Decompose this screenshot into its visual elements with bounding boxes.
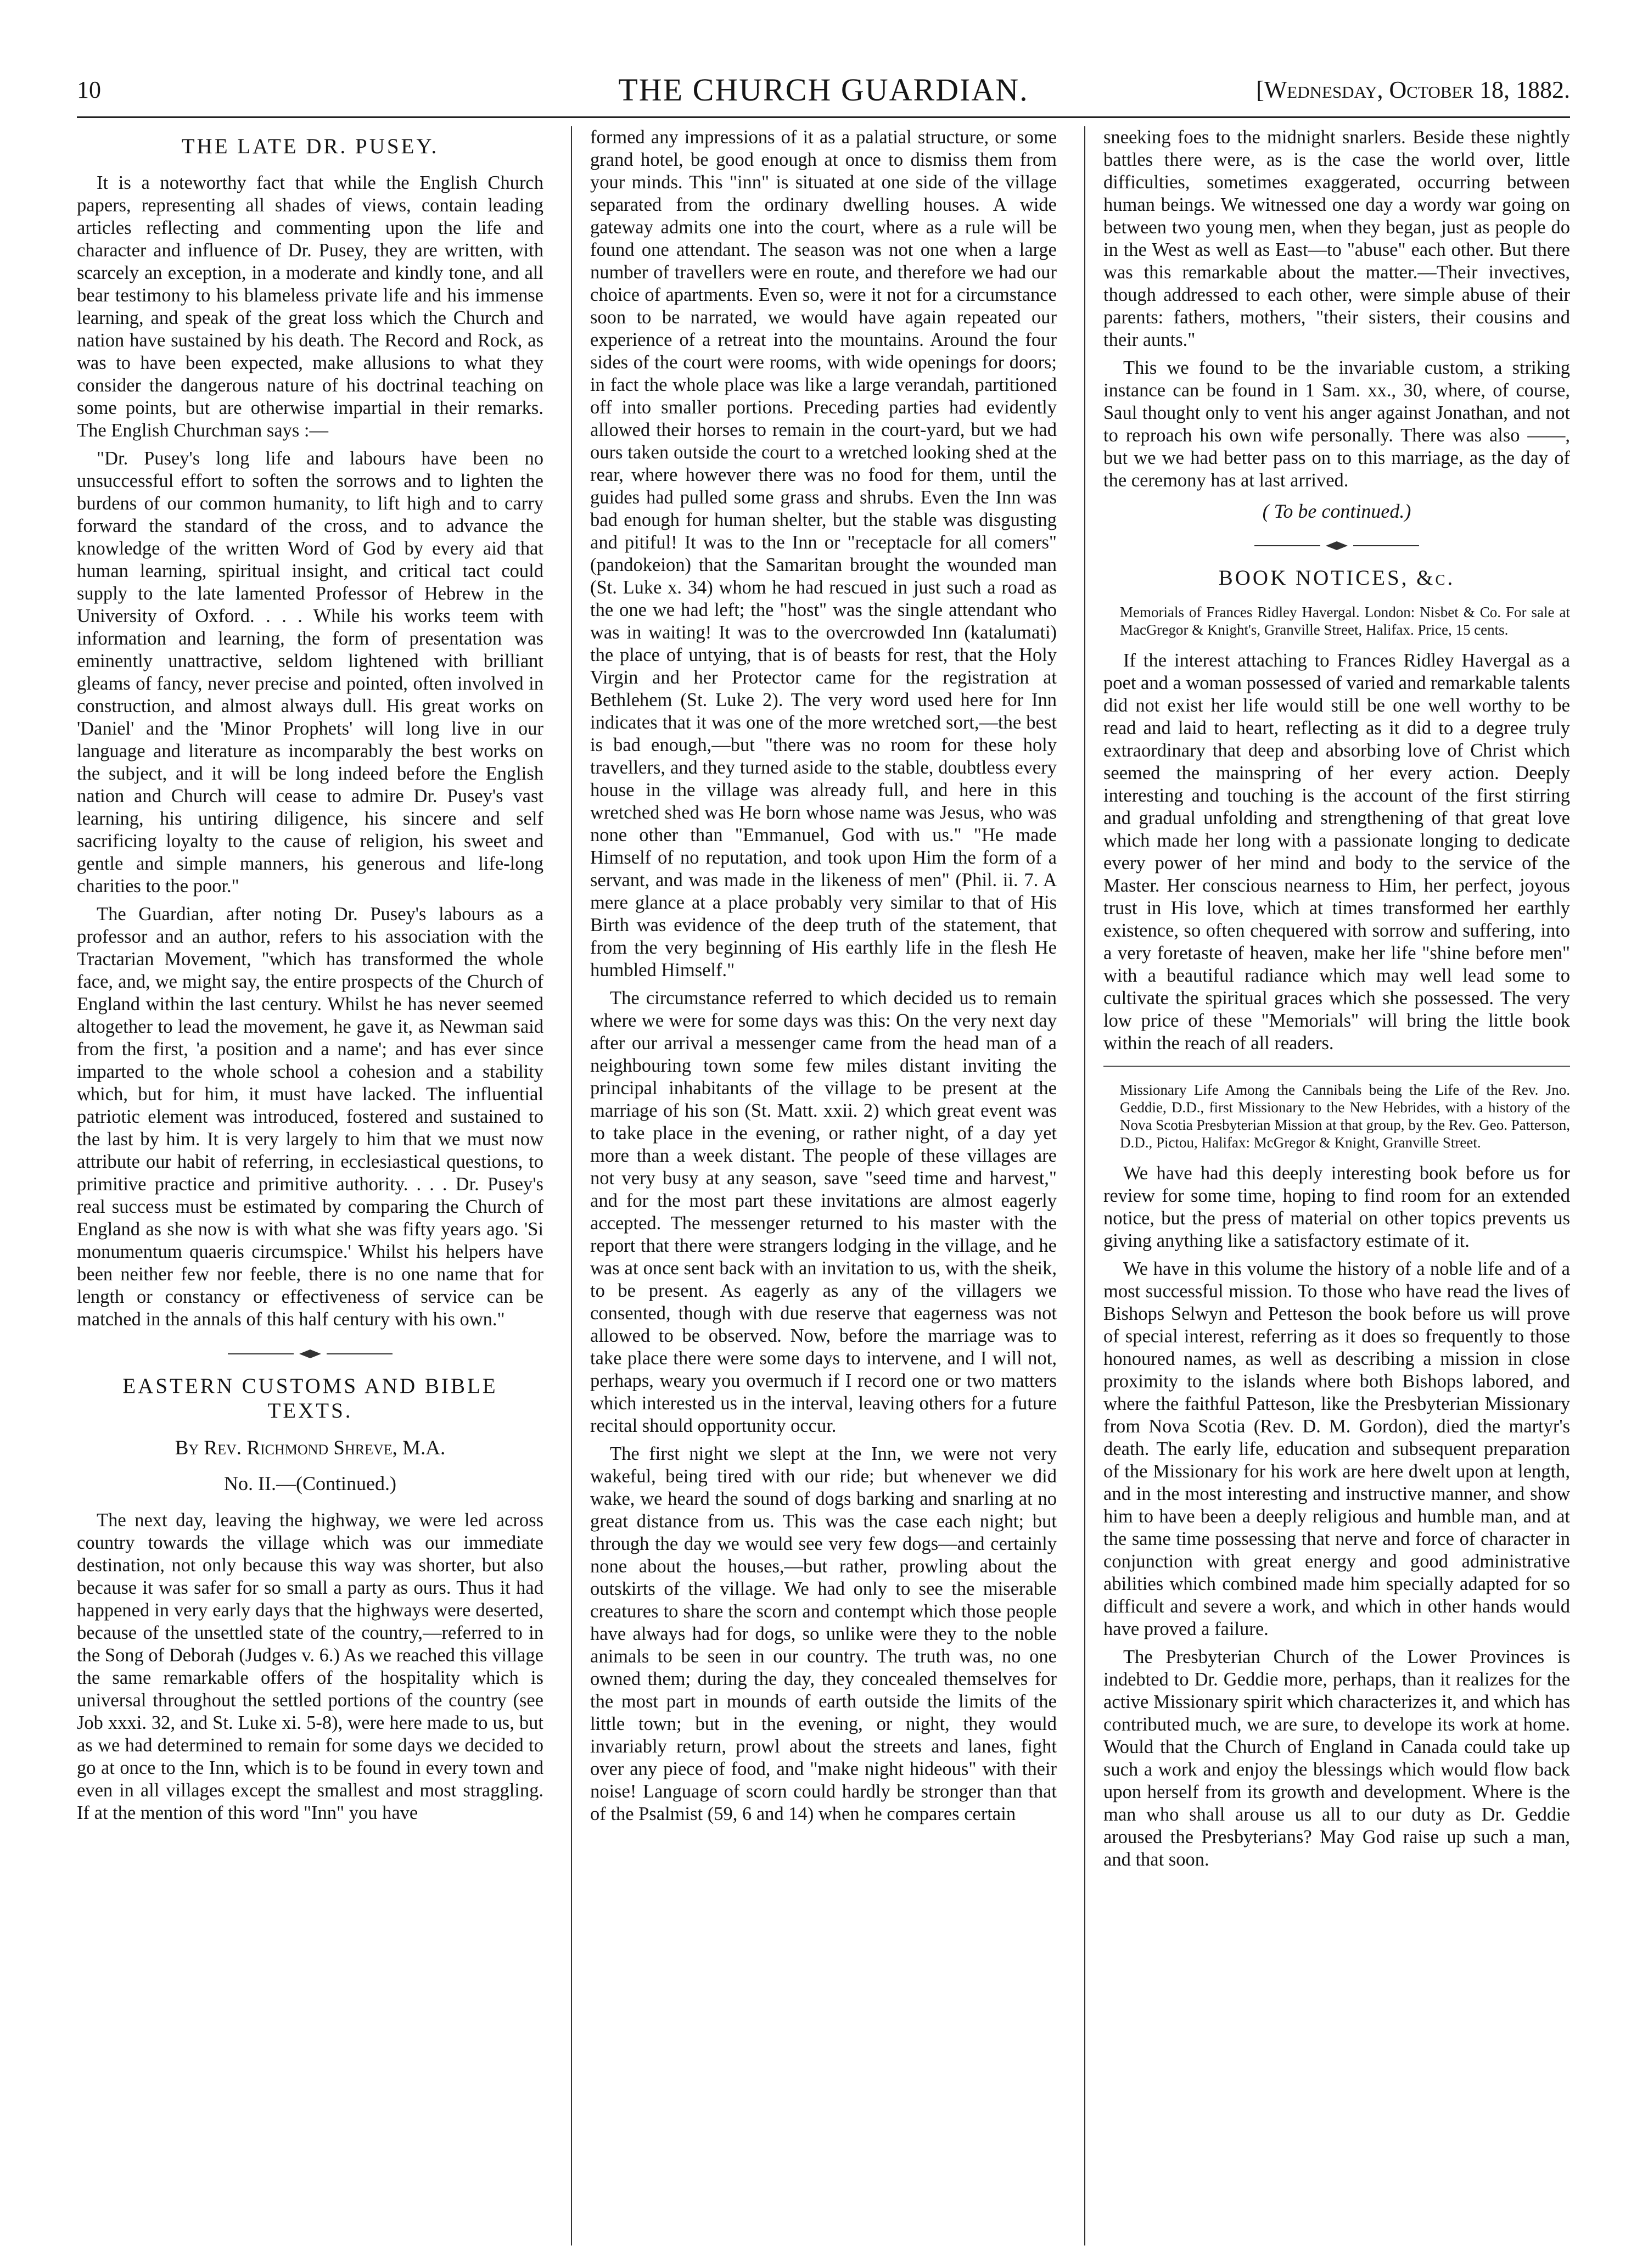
paragraph: formed any impressions of it as a palatial structure, or some grand hotel, be good enough at once to dismiss them from your minds. This "inn" is situated at one side of the village separated from the ordinary dwelling houses. A wide gateway admits one into the court, where as a rule will be found one attendant. The season was not one when a large number of travellers were en route, and therefore we had our choice of apartments. Even so, were it not for a circumstance soon to be narrated, we would have again repeated our experience of a retreat into the mountains. Around the four sides of the court were rooms, with wide openings for doors; in fact the whole place was like a large verandah, partitioned off into smaller portions. Preceding parties had evidently allowed their horses to remain in the court-yard, but we had ours taken outside the court to a wretched looking shed at the rear, where however there was no food for them, until the guides had pulled some grass and shrubs. Even the Inn was bad enough for human shelter, but the stable was disgusting and pitiful! It was to the Inn or "receptacle for all comers" (pandokeion) that the Samaritan brought the wounded man (St. Luke x. 34) whom he had rescued in just such a road as the one we had left; the "host" was the single attendant who was in waiting! It was to the overcrowded Inn (katalumati) the place of untying, that is of beasts for rest, that the Holy Virgin and her Protector came for the registration at Bethlehem (St. Luke 2). The very word used here for Inn indicates that it was one of the more wretched sort,—the best is bad enough,—but "there was no room for these holy travellers, and they turned aside to the stable, doubtless every house in the village was already full, and here in this wretched shed was He born whose name was Jesus, who was none other than "Emmanuel, God with us." "He made Himself of no reputation, and took upon Him the form of a servant, and was made in the likeness of men" (Phil. ii. 7. A mere glance at a place probably very similar to that of His Birth was evidence of the deep truth of the statement, that from the very beginning of His earthly life in the flesh He humbled Himself." — [590, 127, 1057, 981]
ornamental-divider-icon — [195, 1347, 425, 1360]
section-heading-book-notices: BOOK NOTICES, &c. — [1218, 566, 1455, 590]
column-divider — [1084, 126, 1085, 2245]
paragraph: The Presbyterian Church of the Lower Provinces is indebted to Dr. Geddie more, perhaps, than it realizes for the active Missionary spirit which characterizes it, and which has contributed much, we are sure, to develope its work at home. Would that the Church of England in Canada could take up such a work and enjoy the blessings which would flow back upon herself from its growth and development. Where is the man who shall arouse us all to our duty as Dr. Geddie aroused the Presbyterians? May God raise up such a man, and that soon. — [1103, 1647, 1570, 1870]
paragraph: The circumstance referred to which decided us to remain where we were for some days was this: On the very next day after our arrival a messenger came from the head man of a neighbouring town some few miles distant inviting the principal inhabitants of the village to be present at the marriage of his son (St. Matt. xxii. 2) which great event was to take place in the evening, or rather night, of a day yet more than a week distant. The people of these villages are not very busy at any season, save "seed time and harvest," and for the most part these invitations are almost eagerly accepted. The messenger returned to his master with the report that there were strangers lodging in the village, and he was at once sent back with an invitation to us, with the sheik, to be present. As eagerly as any of the villagers we consented, though with due reserve that eagerness was not allowed to be observed. Now, before the marriage was to take place there were some days to intervene, and I will not, perhaps, weary you overmuch if I record one or two matters which interested us in the interval, leaving others for a future recital should opportunity occur. — [590, 988, 1057, 1436]
column-2 — [590, 126, 1057, 2251]
article-byline: By Rev. Richmond Shreve, M.A. — [175, 1437, 446, 1459]
book-citation: Missionary Life Among the Cannibals being the Life of the Rev. Jno. Geddie, D.D., first Missionary to the New Hebrides, with a history of the Nova Scotia Presbyterian Mission at that group, by the Rev. Geo. Patterson, D.D., Pictou, Halifax: McGregor & Knight, Granville Street. — [1120, 1082, 1570, 1151]
article-heading-pusey: THE LATE DR. PUSEY. — [181, 135, 439, 158]
paragraph: It is a noteworthy fact that while the English Church papers, representing all shades of views, contain leading articles reflecting and commenting upon the life and character and influence of Dr. Pusey, they are written, with scarcely an exception, in a moderate and kindly tone, and all bear testimony to his blameless private life and his immense learning, and speak of the great loss which the Church and nation have sustained by his death. The Record and Rock, as was to have been expected, make allusions to what they consider the dangerous nature of his doctrinal teaching on some points, but are otherwise impartial in their remarks. The English Churchman says :— — [77, 172, 543, 441]
book-citation: Memorials of Frances Ridley Havergal. London: Nisbet & Co. For sale at MacGregor & Knight's, Granville Street, Halifax. Price, 15 cents. — [1120, 604, 1570, 638]
issue-date: [Wednesday, October 18, 1882. — [1256, 76, 1570, 103]
article-heading-eastern-customs: EASTERN CUSTOMS AND BIBLE TEXTS. — [122, 1374, 498, 1423]
paragraph: If the interest attaching to Frances Ridley Havergal as a poet and a woman possessed of varied and remarkable talents did not exist her life would still be one well worthy to be read and laid to heart, reflecting as it did to a degree truly extraordinary that deep and absorbing love of Christ which seemed the mainspring of her every action. Deeply interesting and touching is the account of the first stirring and gradual unfolding and strengthening of that great love which made her long with a passionate longing to dedicate every power of her mind and body to the service of the Master. Her conscious nearness to Him, her perfect, joyous trust in His love, which at times transformed her earthly existence, so often chequered with sorrow and suffering, into a very foretaste of heaven, make her life "shine before men" with a beautiful radiance which may well lead some to cultivate the spiritual graces which she possessed. The very low price of these "Memorials" will bring the little book within the reach of all readers. — [1103, 650, 1570, 1054]
column-divider — [571, 126, 572, 2245]
ornamental-divider-icon — [1221, 539, 1452, 552]
page-number: 10 — [77, 76, 101, 103]
to-be-continued: ( To be continued.) — [1262, 500, 1411, 522]
paragraph: The next day, leaving the highway, we were led across country towards the village which was our immediate destination, not only because this way was shorter, but also because it was safer for so small a party as ours. Thus it had happened in very early days that the highways were deserted, because of the unsettled state of the country,—referred to in the Song of Deborah (Judges v. 6.) As we reached this village the same remarkable offers of the hospitality which is universal throughout the settled portions of the country (see Job xxxi. 32, and St. Luke xi. 5-8), were here made to us, but as we had determined to remain for some days we decided to go at once to the Inn, which is to be found in every town and even in all villages except the smallest and most straggling. If at the mention of this word "Inn" you have — [77, 1510, 543, 1823]
column-3 — [1103, 126, 1570, 2251]
paragraph: The first night we slept at the Inn, we were not very wakeful, being tired with our ride; but whenever we did wake, we heard the sound of dogs barking and snarling at no great distance from us. This was the case each night; but through the day we would see very few dogs—and certainly none about the houses,—but rather, prowling about the outskirts of the village. We had only to see the miserable creatures to share the scorn and contempt which those people have always had for dogs, so unlike were they to the noble animals to be seen in our country. The truth was, no one owned them; during the day, they concealed themselves for the most part in mounds of earth outside the limits of the little town; but in the evening, or night, they would invariably return, prowl about the streets and lanes, fight over any piece of food, and "make night hideous" with their noise! Language of scorn could hardly be stronger than that of the Psalmist (59, 6 and 14) when he compares certain — [590, 1443, 1057, 1824]
paragraph: We have had this deeply interesting book before us for review for some time, hoping to find room for an extended notice, but the press of material on other topics prevents us giving anything like a satisfactory estimate of it. — [1103, 1163, 1570, 1251]
quoted-paragraph: "Dr. Pusey's long life and labours have been no unsuccessful effort to soften the sorrows and to lighten the burdens of our common humanity, to lift high and to carry forward the standard of the cross, and to advance the knowledge of the written Word of God by every aid that human learning, spiritual insight, and critical tact could supply to the late lamented Professor of Hebrew in the University of Oxford. . . . While his works teem with information and learning, the form of presentation was eminently unattractive, seldom lightened with brilliant gleams of fancy, never precise and pointed, often involved in construction, and almost always dull. His great works on 'Daniel' and the 'Minor Prophets' will long live in our language and literature as incomparably the best works on the subject, and it will be long indeed before the English nation and Church will cease to admire Dr. Pusey's vast learning, his untiring diligence, his sincere and self sacrificing loyalty to the cause of religion, his sweet and gentle and simple manners, his generous and life-long charities to the poor." — [77, 448, 543, 897]
notice-separator — [1103, 1066, 1570, 1067]
paragraph: This we found to be the invariable custom, a striking instance can be found in 1 Sam. xx., 30, where, of course, Saul thought only to vent his anger against Jonathan, and not to reproach his own wife personally. There was also ——, but we we had better pass on to this marriage, as the day of the ceremony has at last arrived. — [1103, 357, 1570, 491]
column-1 — [77, 126, 543, 2251]
paragraph: We have in this volume the history of a noble life and of a most successful mission. To those who have read the lives of Bishops Selwyn and Petteson the book before us will prove of special interest, referring as it does so frequently to those honoured names, as well as describing a mission in close proximity to the islands where both Bishops labored, and where the faithful Patteson, like the Presbyterian Missionary from Nova Scotia (Rev. D. M. Gordon), died the martyr's death. The early life, education and subsequent preparation of the Missionary for his work are here dwelt upon at length, and in the most interesting and instructive manner, and show him to have been a deeply religious and humble man, and at the same time possessing that nerve and force of character in conjunction with great energy and good administrative abilities which combined made him specially adapted for so difficult and severe a work, and which in other hands would have proved a failure. — [1103, 1258, 1570, 1639]
article-number: No. II.—(Continued.) — [224, 1472, 396, 1494]
paragraph: The Guardian, after noting Dr. Pusey's labours as a professor and an author, refers to his association with the Tractarian Movement, "which has transformed the whole face, and, we might say, the entire prospects of the Church of England within the last century. Whilst he has never seemed altogether to lead the movement, he gave it, as Newman said from the first, 'a position and a name'; and has ever since imparted to the whole school a cohesion and a stability which, but for him, it must have lacked. The influential patriotic element was introduced, fostered and sustained to the last by him. It is very largely to him that we must now attribute our habit of referring, in ecclesiastical questions, to primitive practice and primitive authority. . . . Dr. Pusey's real success must be estimated by comparing the Church of England as she now is with what she was fifty years ago. 'Si monumentum quaeris circumspice.' Whilst his helpers have been neither few nor feeble, there is no one name that for length or constancy or effectiveness of service can be matched in the annals of this half century with his own." — [77, 904, 543, 1330]
newspaper-title: THE CHURCH GUARDIAN. — [618, 72, 1029, 108]
masthead — [77, 66, 1570, 110]
paragraph: sneeking foes to the midnight snarlers. Beside these nightly battles there were, as is the case the world over, little difficulties, sometimes exaggerated, occurring between human beings. We witnessed one day a wordy war going on between two young men, when they began, just as people do in the West as well as East—to "abuse" each other. But there was this remarkable about the matter.—Their invectives, though addressed to each other, were simple abuse of their parents: fathers, mothers, "their sisters, their cousins and their aunts." — [1103, 127, 1570, 350]
masthead-rule — [77, 116, 1570, 118]
